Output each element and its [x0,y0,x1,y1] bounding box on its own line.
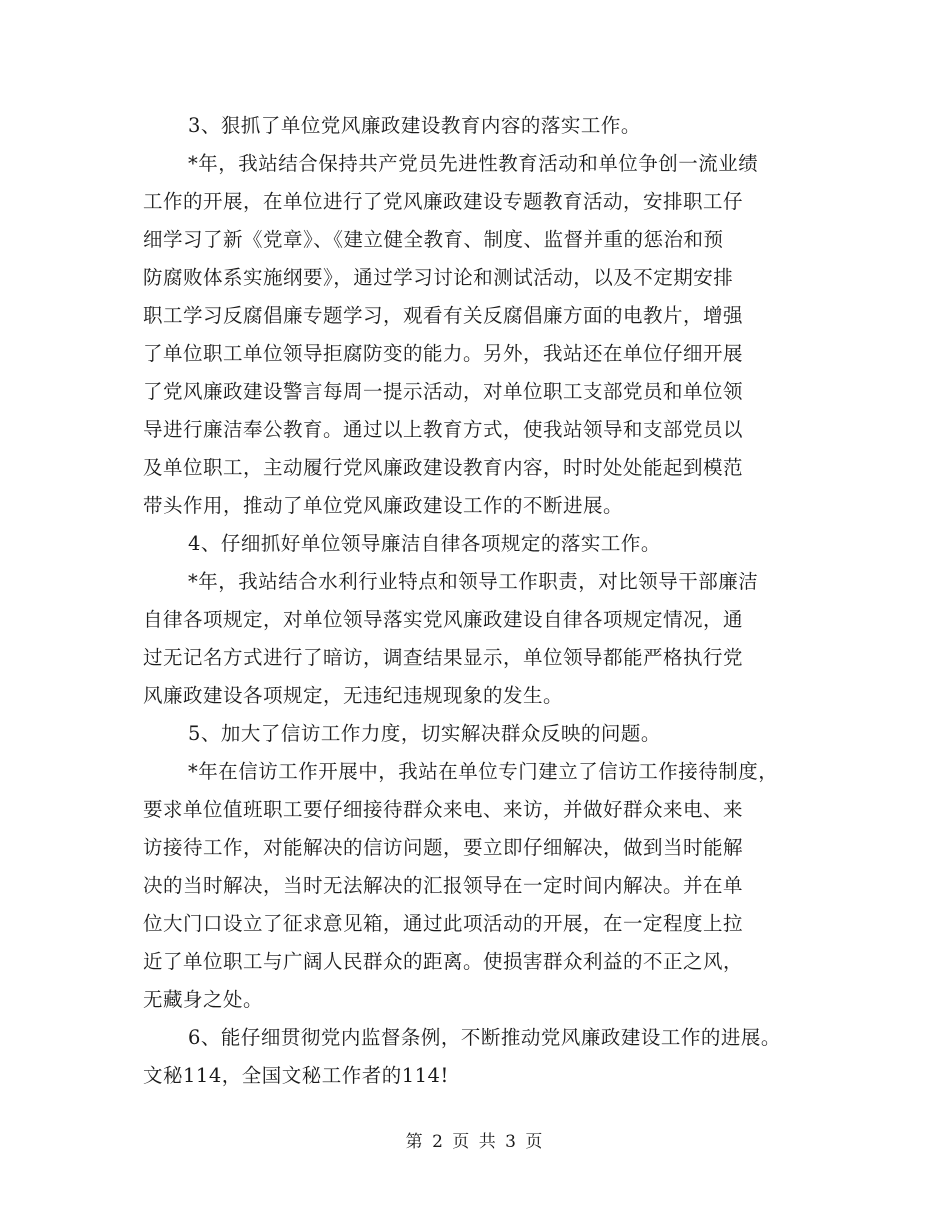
text-line: *年，我站结合保持共产党员先进性教育活动和单位争创一流业绩 [188,152,759,175]
text-line: 导进行廉洁奉公教育。通过以上教育方式，使我站领导和支部党员以 [143,418,744,441]
text-line: 文秘114，全国文秘工作者的114! [143,1064,449,1087]
text-line: 带头作用，推动了单位党风廉政建设工作的不断进展。 [143,494,624,517]
text-line: 无藏身之处。 [143,988,264,1011]
document-body [143,107,823,1095]
text-line: 及单位职工，主动履行党风廉政建设教育内容，时时处处能起到模范 [143,456,744,479]
text-line: 4、仔细抓好单位领导廉洁自律各项规定的落实工作。 [188,532,661,555]
text-line: *年在信访工作开展中，我站在单位专门建立了信访工作接待制度， [188,760,779,783]
text-line: 决的当时解决，当时无法解决的汇报领导在一定时间内解决。并在单 [143,874,744,897]
text-line: 过无记名方式进行了暗访，调查结果显示，单位领导都能严格执行党 [143,646,744,669]
page-number-footer: 第 2 页 共 3 页 [405,1132,545,1152]
text-line: 近了单位职工与广阔人民群众的距离。使损害群众利益的不正之风， [143,950,744,973]
text-line: 位大门口设立了征求意见箱，通过此项活动的开展，在一定程度上拉 [143,912,744,935]
text-line: 自律各项规定，对单位领导落实党风廉政建设自律各项规定情况，通 [143,608,744,631]
text-line: 风廉政建设各项规定，无违纪违规现象的发生。 [143,684,564,707]
text-line: 细学习了新《党章》、《建立健全教育、制度、监督并重的惩治和预 [143,228,724,251]
text-line: 防腐败体系实施纲要》，通过学习讨论和测试活动，以及不定期安排 [143,266,734,289]
text-line: 6、能仔细贯彻党内监督条例，不断推动党风廉政建设工作的进展。 [188,1026,781,1049]
text-line: 要求单位值班职工要仔细接待群众来电、来访，并做好群众来电、来 [143,798,744,821]
text-line: 5、加大了信访工作力度，切实解决群众反映的问题。 [188,722,661,745]
text-line: *年，我站结合水利行业特点和领导工作职责，对比领导干部廉洁 [188,570,759,593]
text-line: 了单位职工单位领导拒腐防变的能力。另外，我站还在单位仔细开展 [143,342,744,365]
text-line: 了党风廉政建设警言每周一提示活动，对单位职工支部党员和单位领 [143,380,744,403]
text-line: 访接待工作，对能解决的信访问题，要立即仔细解决，做到当时能解 [143,836,744,859]
text-line: 3、狠抓了单位党风廉政建设教育内容的落实工作。 [188,114,641,137]
text-line: 工作的开展，在单位进行了党风廉政建设专题教育活动，安排职工仔 [143,190,744,213]
text-line: 职工学习反腐倡廉专题学习，观看有关反腐倡廉方面的电教片，增强 [143,304,744,327]
